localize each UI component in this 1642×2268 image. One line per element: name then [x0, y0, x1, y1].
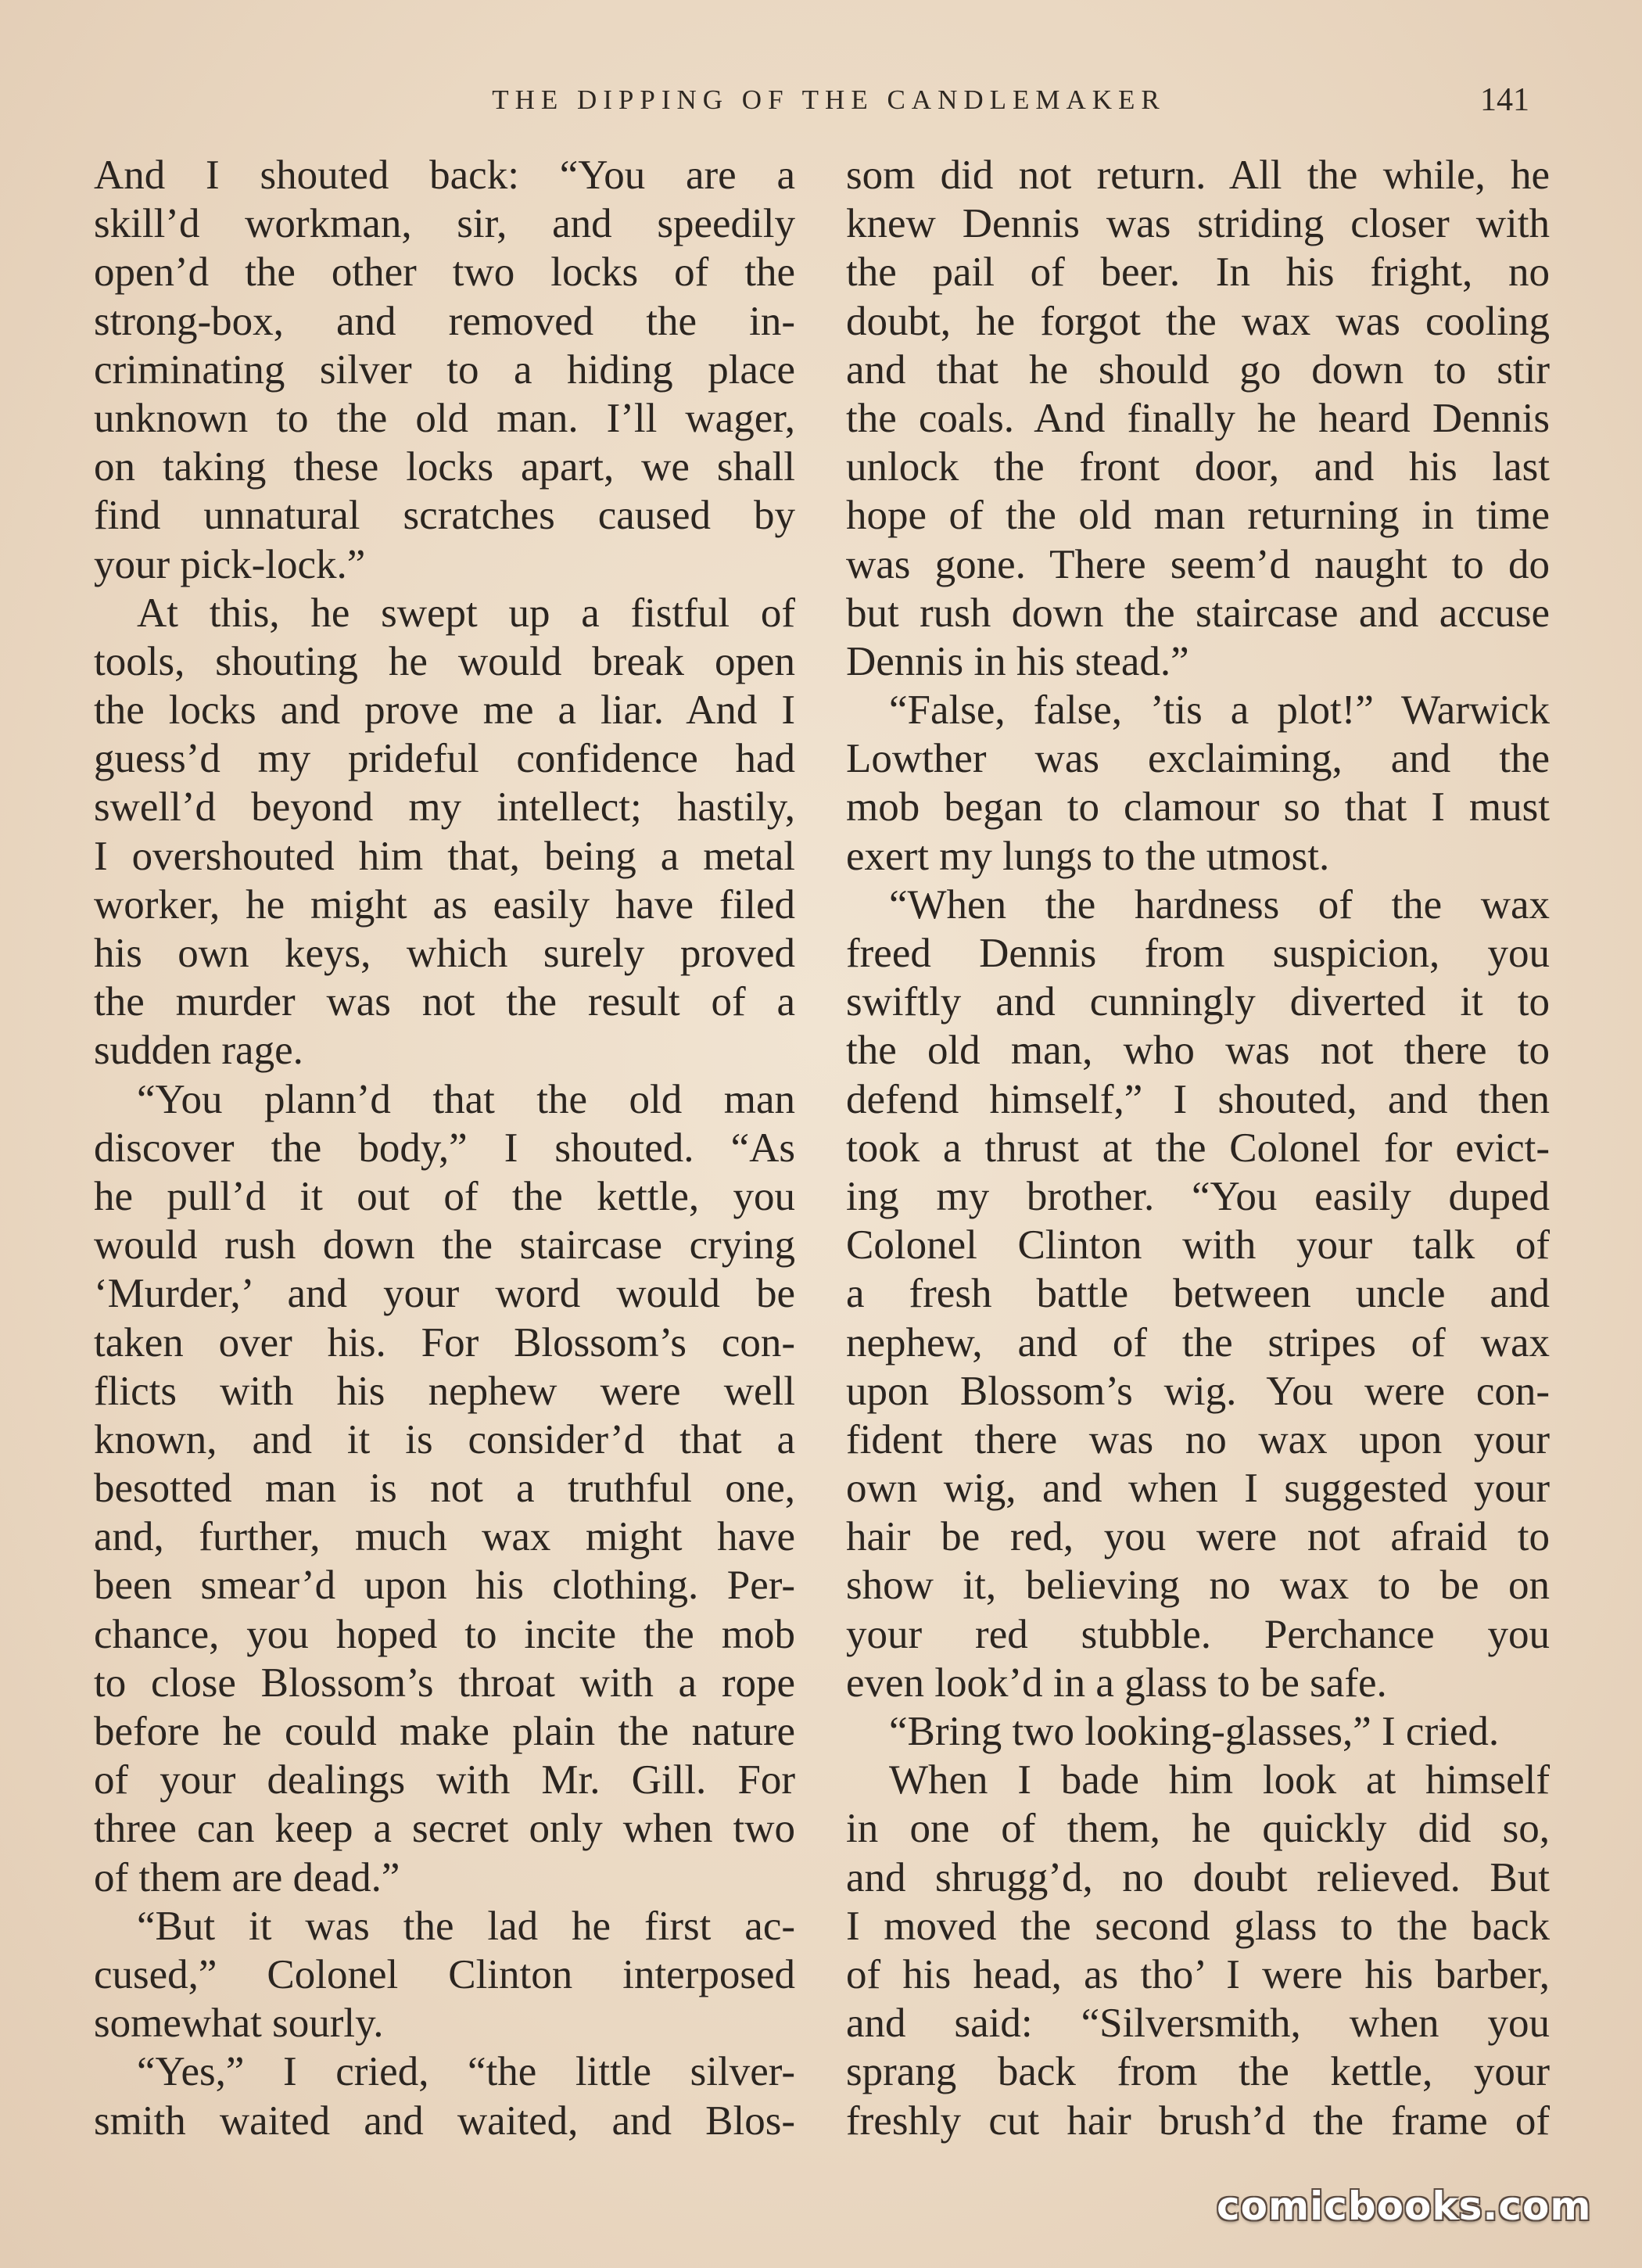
right-text-column [846, 151, 1550, 2145]
text-line: a fresh battle between uncle and [846, 1271, 1550, 1317]
text-line: and shrugg’d, no doubt relieved. But [846, 1854, 1550, 1900]
text-line: but rush down the staircase and accuse [846, 590, 1550, 636]
text-line: flicts with his nephew were well [94, 1368, 795, 1414]
text-line: At this, he swept up a fistful of [137, 590, 795, 636]
text-line: ‘Murder,’ and your word would be [94, 1271, 795, 1317]
text-line: of your dealings with Mr. Gill. For [94, 1757, 795, 1803]
text-line: sudden rage. [94, 1028, 303, 1074]
text-line: swiftly and cunningly diverted it to [846, 979, 1550, 1025]
text-line: “You plann’d that the old man [137, 1076, 795, 1122]
text-line: “False, false, ’tis a plot!” Warwick [889, 687, 1550, 734]
text-line: your red stubble. Perchance you [846, 1611, 1550, 1657]
text-line: swell’d beyond my intellect; hastily, [94, 784, 795, 831]
text-line: before he could make plain the nature [94, 1709, 795, 1754]
text-line: unknown to the old man. I’ll wager, [94, 395, 795, 441]
text-line: and said: “Silversmith, when you [846, 2001, 1550, 2047]
text-line: guess’d my prideful confidence had [94, 736, 795, 782]
text-line: som did not return. All the while, he [846, 153, 1550, 198]
text-line: “When the hardness of the wax [889, 881, 1550, 928]
text-line: been smear’d upon his clothing. Per- [94, 1563, 795, 1609]
text-line: discover the body,” I shouted. “As [94, 1125, 795, 1171]
text-line: own wig, and when I suggested your [846, 1466, 1550, 1512]
text-line: in one of them, he quickly did so, [846, 1806, 1550, 1852]
text-line: even look’d in a glass to be safe. [846, 1660, 1387, 1706]
text-line: tools, shouting he would break open [94, 638, 795, 684]
text-line: I moved the second glass to the back [846, 1903, 1550, 1949]
text-line: “Bring two looking-glasses,” I cried. [889, 1709, 1500, 1754]
text-line: “Yes,” I cried, “the little silver- [137, 2049, 795, 2095]
text-line: unlock the front door, and his last [846, 444, 1550, 490]
text-line: on taking these locks apart, we shall [94, 444, 795, 490]
text-line: was gone. There seem’d naught to do [846, 541, 1550, 587]
text-line: the murder was not the result of a [94, 979, 795, 1025]
text-line: he pull’d it out of the kettle, you [94, 1173, 795, 1219]
text-line: freshly cut hair brush’d the frame of [846, 2098, 1550, 2144]
text-line: hope of the old man returning in time [846, 493, 1550, 539]
text-line: his own keys, which surely proved [94, 931, 795, 976]
text-line: sprang back from the kettle, your [846, 2049, 1550, 2095]
text-line: And I shouted back: “You are a [94, 153, 795, 198]
text-line: taken over his. For Blossom’s con- [94, 1319, 795, 1365]
text-line: I overshouted him that, being a metal [94, 833, 795, 879]
text-line: the coals. And finally he heard Dennis [846, 395, 1550, 441]
text-line: find unnatural scratches caused by [94, 493, 795, 539]
text-line: “But it was the lad he first ac- [137, 1903, 795, 1949]
text-line: cused,” Colonel Clinton interposed [94, 1951, 795, 1997]
text-line: defend himself,” I shouted, and then [846, 1076, 1550, 1122]
text-line: When I bade him look at himself [889, 1757, 1550, 1803]
text-line: hair be red, you were not afraid to [846, 1514, 1550, 1560]
text-line: known, and it is consider’d that a [94, 1416, 795, 1462]
text-line: knew Dennis was striding closer with [846, 201, 1550, 247]
text-line: your pick-lock.” [94, 541, 366, 587]
watermark: comicbooks.com [1217, 2184, 1592, 2229]
text-line: fident there was no wax upon your [846, 1416, 1550, 1462]
text-line: the pail of beer. In his fright, no [846, 249, 1550, 296]
text-line: Dennis in his stead.” [846, 638, 1189, 684]
text-line: Lowther was exclaiming, and the [846, 736, 1550, 782]
text-line: smith waited and waited, and Blos- [94, 2098, 795, 2144]
text-line: show it, believing no wax to be on [846, 1563, 1550, 1609]
text-line: open’d the other two locks of the [94, 249, 795, 296]
text-line: freed Dennis from suspicion, you [846, 931, 1550, 976]
text-line: and that he should go down to stir [846, 346, 1550, 393]
text-line: took a thrust at the Colonel for evict- [846, 1125, 1550, 1171]
text-line: Colonel Clinton with your talk of [846, 1222, 1550, 1269]
text-line: three can keep a secret only when two [94, 1806, 795, 1852]
text-line: of his head, as tho’ I were his barber, [846, 1951, 1550, 1997]
text-line: upon Blossom’s wig. You were con- [846, 1368, 1550, 1414]
text-line: strong-box, and removed the in- [94, 298, 795, 344]
text-line: worker, he might as easily have filed [94, 881, 795, 928]
text-line: nephew, and of the stripes of wax [846, 1319, 1550, 1365]
text-line: of them are dead.” [94, 1854, 400, 1900]
running-title: THE DIPPING OF THE CANDLEMAKER [492, 84, 1166, 115]
text-line: the old man, who was not there to [846, 1028, 1550, 1074]
text-line: criminating silver to a hiding place [94, 346, 795, 393]
text-line: somewhat sourly. [94, 2001, 384, 2047]
text-line: exert my lungs to the utmost. [846, 833, 1330, 879]
text-line: would rush down the staircase crying [94, 1222, 795, 1269]
text-line: chance, you hoped to incite the mob [94, 1611, 795, 1657]
text-line: skill’d workman, sir, and speedily [94, 201, 795, 247]
text-line: doubt, he forgot the wax was cooling [846, 298, 1550, 344]
text-line: the locks and prove me a liar. And I [94, 687, 795, 734]
text-line: to close Blossom’s throat with a rope [94, 1660, 795, 1706]
text-line: besotted man is not a truthful one, [94, 1466, 795, 1512]
left-text-column [94, 151, 795, 2145]
text-line: and, further, much wax might have [94, 1514, 795, 1560]
text-line: ing my brother. “You easily duped [846, 1173, 1550, 1219]
text-line: mob began to clamour so that I must [846, 784, 1550, 831]
page-number: 141 [1480, 82, 1529, 118]
